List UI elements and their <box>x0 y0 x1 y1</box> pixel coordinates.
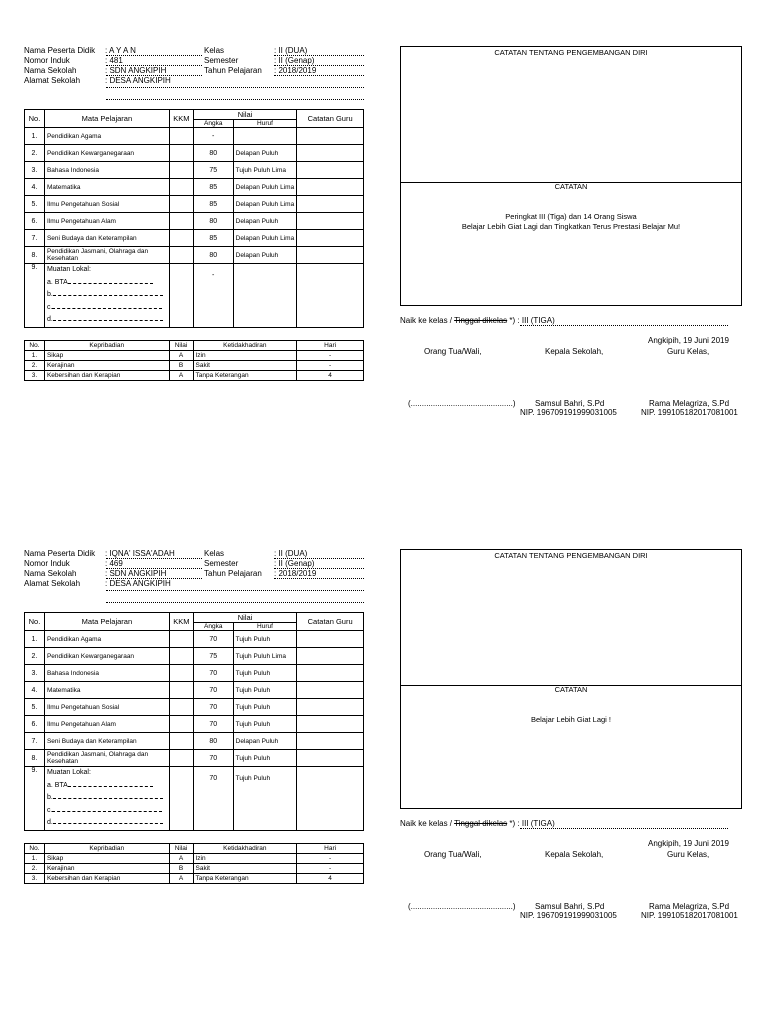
col-nilai: Nilai <box>193 613 296 623</box>
subject-name: Pendidikan Kewarganegaraan <box>44 145 169 162</box>
subject-name: Pendidikan Agama <box>44 631 169 648</box>
grade-no: 5. <box>25 196 45 213</box>
promotion-value: *) : III (TIGA) <box>509 316 555 325</box>
kep-col-name: Kepribadian <box>44 844 169 854</box>
grade-angka: 80 <box>193 145 233 162</box>
naik-label: Naik ke kelas / <box>400 819 453 828</box>
label-sekolah: Nama Sekolah <box>24 66 77 75</box>
grade-no: 2. <box>25 648 45 665</box>
col-no: No. <box>25 110 45 128</box>
mulok-angka: 70 <box>193 767 233 831</box>
kkm-cell <box>169 145 193 162</box>
catatan-title: CATATAN <box>554 182 588 191</box>
absen-type: Izin <box>193 351 297 361</box>
col-angka: Angka <box>193 623 233 631</box>
mulok-row <box>25 264 364 328</box>
development-title: CATATAN TENTANG PENGEMBANGAN DIRI <box>494 551 648 560</box>
kep-value: B <box>169 864 193 874</box>
kep-value: A <box>169 351 193 361</box>
grade-huruf: Tujuh Puluh <box>233 682 297 699</box>
grade-huruf: Delapan Puluh <box>233 145 297 162</box>
absen-days: - <box>297 361 364 371</box>
mulok-d: d. <box>46 819 53 826</box>
subject-name: Matematika <box>44 179 169 196</box>
kkm-cell <box>169 733 193 750</box>
grade-huruf: Tujuh Puluh <box>233 631 297 648</box>
mulok-d: d. <box>46 316 53 323</box>
mulok-a: a. BTA <box>46 781 68 789</box>
subject-name: Seni Budaya dan Keterampilan <box>44 733 169 750</box>
class-value: : II (DUA) <box>274 46 308 55</box>
mulok-c: c. <box>46 303 53 311</box>
grade-angka: 80 <box>193 213 233 230</box>
grade-huruf: Delapan Puluh Lima <box>233 196 297 213</box>
year-value: : 2018/2019 <box>274 569 317 578</box>
principal-nip: NIP. 196709191999031005 <box>520 408 617 417</box>
catatan-guru-cell <box>297 750 364 767</box>
parent-label: Orang Tua/Wali, <box>424 347 482 356</box>
kkm-cell <box>169 230 193 247</box>
school-address: : DESA ANGKIPIH <box>105 579 171 588</box>
label-tahun: Tahun Pelajaran <box>204 66 262 75</box>
grade-no: 9. <box>25 767 45 831</box>
grade-angka: 85 <box>193 196 233 213</box>
attitude-row <box>25 854 364 864</box>
grade-no: 8. <box>25 750 45 767</box>
grade-angka: 75 <box>193 648 233 665</box>
grade-huruf: Delapan Puluh <box>233 733 297 750</box>
mulok-a: a. BTA <box>46 278 68 286</box>
catatan-guru-cell <box>297 247 364 264</box>
development-notes <box>401 550 741 686</box>
absen-days: 4 <box>297 874 364 884</box>
teacher-name: Rama Melagriza, S.Pd <box>649 902 730 911</box>
grade-no: 7. <box>25 733 45 750</box>
grade-row <box>25 213 364 230</box>
absen-type: Sakit <box>193 864 297 874</box>
student-name: : IQNA' ISSA'ADAH <box>105 549 175 558</box>
grade-no: 2. <box>25 145 45 162</box>
grade-huruf: Delapan Puluh Lima <box>233 179 297 196</box>
kep-value: B <box>169 361 193 371</box>
catatan-guru-cell <box>297 128 364 145</box>
mulok-label: Muatan Lokal: <box>46 769 91 776</box>
grade-row <box>25 145 364 162</box>
label-nama: Nama Peserta Didik <box>24 46 96 55</box>
semester-value: : II (Genap) <box>274 56 315 65</box>
tinggal-label: Tinggal dikelas <box>454 316 508 325</box>
kep-col-no: No. <box>25 844 45 854</box>
mulok-angka: - <box>193 264 233 328</box>
grade-row <box>25 682 364 699</box>
grade-no: 6. <box>25 716 45 733</box>
grades-table <box>24 109 364 328</box>
col-catatan: Catatan Guru <box>297 110 364 128</box>
grade-row <box>25 128 364 145</box>
kep-no: 3. <box>25 874 45 884</box>
grade-row <box>25 750 364 767</box>
student-number: : 481 <box>105 56 123 65</box>
grade-no: 6. <box>25 213 45 230</box>
grade-no: 1. <box>25 128 45 145</box>
catatan-guru-cell <box>297 767 364 831</box>
mulok-row <box>25 767 364 831</box>
grade-row <box>25 247 364 264</box>
notes-box <box>400 549 742 809</box>
naik-label: Naik ke kelas / <box>400 316 453 325</box>
catatan-guru-cell <box>297 665 364 682</box>
subject-name: Ilmu Pengetahuan Alam <box>44 213 169 230</box>
teacher-label: Guru Kelas, <box>667 850 710 859</box>
grade-huruf: Delapan Puluh Lima <box>233 230 297 247</box>
label-tahun: Tahun Pelajaran <box>204 569 262 578</box>
subject-name: Matematika <box>44 682 169 699</box>
label-alamat: Alamat Sekolah <box>24 76 81 85</box>
kep-col-no: No. <box>25 341 45 351</box>
catatan-guru-cell <box>297 682 364 699</box>
kep-value: A <box>169 854 193 864</box>
school-name: : SDN ANGKIPIH <box>105 66 167 75</box>
grade-no: 3. <box>25 665 45 682</box>
grade-angka: 70 <box>193 631 233 648</box>
principal-name: Samsul Bahri, S.Pd <box>535 902 605 911</box>
catatan-line-1: Belajar Lebih Giat Lagi ! <box>530 715 612 724</box>
col-catatan: Catatan Guru <box>297 613 364 631</box>
kkm-cell <box>169 128 193 145</box>
grade-no: 7. <box>25 230 45 247</box>
year-value: : 2018/2019 <box>274 66 317 75</box>
semester-value: : II (Genap) <box>274 559 315 568</box>
grade-no: 8. <box>25 247 45 264</box>
attitude-table <box>24 340 364 381</box>
kep-no: 3. <box>25 371 45 381</box>
label-kelas: Kelas <box>204 46 225 55</box>
grade-angka: 70 <box>193 699 233 716</box>
catatan-guru-cell <box>297 179 364 196</box>
kep-col-nilai: Nilai <box>169 844 193 854</box>
parent-label: Orang Tua/Wali, <box>424 850 482 859</box>
absen-days: - <box>297 864 364 874</box>
attitude-row <box>25 351 364 361</box>
grade-angka: - <box>193 128 233 145</box>
attitude-row <box>25 864 364 874</box>
kep-col-hari: Hari <box>297 341 364 351</box>
grade-angka: 85 <box>193 230 233 247</box>
kep-col-absen: Ketidakhadiran <box>193 844 297 854</box>
absen-type: Izin <box>193 854 297 864</box>
report-card <box>0 46 768 466</box>
catatan-guru-cell <box>297 213 364 230</box>
kep-name: Kerajinan <box>44 864 169 874</box>
grade-no: 1. <box>25 631 45 648</box>
subject-name: Ilmu Pengetahuan Sosial <box>44 699 169 716</box>
kkm-cell <box>169 699 193 716</box>
catatan-guru-cell <box>297 145 364 162</box>
col-nilai: Nilai <box>193 110 296 120</box>
principal-name: Samsul Bahri, S.Pd <box>535 399 605 408</box>
subject-name: Bahasa Indonesia <box>44 162 169 179</box>
grade-row <box>25 648 364 665</box>
col-huruf: Huruf <box>233 623 297 631</box>
kep-col-name: Kepribadian <box>44 341 169 351</box>
grade-row <box>25 733 364 750</box>
attitude-row <box>25 874 364 884</box>
parent-signature: (..............................................) <box>408 902 516 911</box>
grade-angka: 85 <box>193 179 233 196</box>
mulok-huruf <box>233 264 297 328</box>
catatan-guru-cell <box>297 733 364 750</box>
col-no: No. <box>25 613 45 631</box>
kep-no: 2. <box>25 864 45 874</box>
absen-type: Tanpa Keterangan <box>193 371 297 381</box>
kkm-cell <box>169 682 193 699</box>
subject-name: Pendidikan Jasmani, Olahraga dan Kesehatan <box>44 750 169 767</box>
place-date: Angkipih, 19 Juni 2019 <box>648 839 729 848</box>
label-semester: Semester <box>204 559 239 568</box>
mulok-b: b. <box>46 794 53 801</box>
kep-name: Sikap <box>44 351 169 361</box>
grade-huruf: Tujuh Puluh <box>233 750 297 767</box>
catatan-guru-cell <box>297 264 364 328</box>
kep-name: Kebersihan dan Kerapian <box>44 371 169 381</box>
parent-signature: (..............................................) <box>408 399 516 408</box>
label-nama: Nama Peserta Didik <box>24 549 96 558</box>
tinggal-label: Tinggal dikelas <box>454 819 508 828</box>
col-mapel: Mata Pelajaran <box>44 613 169 631</box>
col-kkm: KKM <box>169 613 193 631</box>
grade-no: 4. <box>25 179 45 196</box>
kep-name: Kerajinan <box>44 361 169 371</box>
catatan-guru-cell <box>297 196 364 213</box>
school-address: : DESA ANGKIPIH <box>105 76 171 85</box>
col-mapel: Mata Pelajaran <box>44 110 169 128</box>
grade-row <box>25 631 364 648</box>
teacher-nip: NIP. 199105182017081001 <box>641 408 738 417</box>
attitude-row <box>25 371 364 381</box>
grade-row <box>25 179 364 196</box>
subject-name: Pendidikan Kewarganegaraan <box>44 648 169 665</box>
school-name: : SDN ANGKIPIH <box>105 569 167 578</box>
subject-name: Bahasa Indonesia <box>44 665 169 682</box>
kep-no: 1. <box>25 351 45 361</box>
promotion-line <box>400 316 555 325</box>
development-title: CATATAN TENTANG PENGEMBANGAN DIRI <box>494 48 648 57</box>
kep-col-hari: Hari <box>297 844 364 854</box>
subject-name: Ilmu Pengetahuan Alam <box>44 716 169 733</box>
absen-type: Sakit <box>193 361 297 371</box>
col-angka: Angka <box>193 120 233 128</box>
grade-huruf <box>233 128 297 145</box>
kep-col-nilai: Nilai <box>169 341 193 351</box>
kep-no: 2. <box>25 361 45 371</box>
grade-huruf: Delapan Puluh <box>233 247 297 264</box>
absen-days: - <box>297 351 364 361</box>
catatan-guru-cell <box>297 716 364 733</box>
report-card <box>0 549 768 969</box>
catatan-guru-cell <box>297 230 364 247</box>
kkm-cell <box>169 264 193 328</box>
kep-no: 1. <box>25 854 45 864</box>
grade-huruf: Tujuh Puluh <box>233 665 297 682</box>
principal-nip: NIP. 196709191999031005 <box>520 911 617 920</box>
col-huruf: Huruf <box>233 120 297 128</box>
grade-row <box>25 665 364 682</box>
absen-days: 4 <box>297 371 364 381</box>
kep-value: A <box>169 371 193 381</box>
student-name: : A Y A N <box>105 46 136 55</box>
grade-angka: 70 <box>193 716 233 733</box>
catatan-title: CATATAN <box>554 685 588 694</box>
grade-huruf: Delapan Puluh <box>233 213 297 230</box>
kkm-cell <box>169 162 193 179</box>
mulok-b: b. <box>46 291 53 298</box>
teacher-name: Rama Melagriza, S.Pd <box>649 399 730 408</box>
kkm-cell <box>169 665 193 682</box>
mulok-c: c. <box>46 806 53 814</box>
kkm-cell <box>169 648 193 665</box>
kkm-cell <box>169 750 193 767</box>
label-induk: Nomor Induk <box>24 56 70 65</box>
place-date: Angkipih, 19 Juni 2019 <box>648 336 729 345</box>
kkm-cell <box>169 179 193 196</box>
grade-huruf: Tujuh Puluh <box>233 716 297 733</box>
notes-box <box>400 46 742 306</box>
grade-row <box>25 716 364 733</box>
absen-days: - <box>297 854 364 864</box>
kep-name: Kebersihan dan Kerapian <box>44 874 169 884</box>
subject-name: Seni Budaya dan Keterampilan <box>44 230 169 247</box>
attitude-row <box>25 361 364 371</box>
label-sekolah: Nama Sekolah <box>24 569 77 578</box>
grade-angka: 75 <box>193 162 233 179</box>
kkm-cell <box>169 767 193 831</box>
kep-value: A <box>169 874 193 884</box>
label-induk: Nomor Induk <box>24 559 70 568</box>
label-semester: Semester <box>204 56 239 65</box>
grade-row <box>25 699 364 716</box>
development-notes <box>401 47 741 183</box>
grade-huruf: Tujuh Puluh Lima <box>233 162 297 179</box>
grades-table <box>24 612 364 831</box>
label-alamat: Alamat Sekolah <box>24 579 81 588</box>
kkm-cell <box>169 196 193 213</box>
mulok-huruf: Tujuh Puluh <box>233 767 297 831</box>
grade-angka: 70 <box>193 682 233 699</box>
grade-row <box>25 196 364 213</box>
student-number: : 469 <box>105 559 123 568</box>
teacher-nip: NIP. 199105182017081001 <box>641 911 738 920</box>
kep-name: Sikap <box>44 854 169 864</box>
grade-huruf: Tujuh Puluh Lima <box>233 648 297 665</box>
grade-row <box>25 162 364 179</box>
grade-huruf: Tujuh Puluh <box>233 699 297 716</box>
grade-no: 3. <box>25 162 45 179</box>
mulok-cell <box>44 264 169 328</box>
grade-row <box>25 230 364 247</box>
grade-no: 9. <box>25 264 45 328</box>
kkm-cell <box>169 716 193 733</box>
grade-angka: 70 <box>193 665 233 682</box>
col-kkm: KKM <box>169 110 193 128</box>
absen-type: Tanpa Keterangan <box>193 874 297 884</box>
principal-label: Kepala Sekolah, <box>545 850 604 859</box>
mulok-label: Muatan Lokal: <box>46 266 91 273</box>
grade-angka: 80 <box>193 733 233 750</box>
catatan-guru-cell <box>297 648 364 665</box>
catatan-guru-cell <box>297 631 364 648</box>
catatan-line-1: Peringkat III (Tiga) dan 14 Orang Siswa <box>505 212 637 221</box>
mulok-cell <box>44 767 169 831</box>
catatan-guru-cell <box>297 699 364 716</box>
class-value: : II (DUA) <box>274 549 308 558</box>
label-kelas: Kelas <box>204 549 225 558</box>
grade-angka: 70 <box>193 750 233 767</box>
subject-name: Ilmu Pengetahuan Sosial <box>44 196 169 213</box>
promotion-value: *) : III (TIGA) <box>509 819 555 828</box>
kep-col-absen: Ketidakhadiran <box>193 341 297 351</box>
grade-no: 5. <box>25 699 45 716</box>
subject-name: Pendidikan Jasmani, Olahraga dan Kesehatan <box>44 247 169 264</box>
grade-no: 4. <box>25 682 45 699</box>
teacher-label: Guru Kelas, <box>667 347 710 356</box>
catatan-guru-cell <box>297 162 364 179</box>
subject-name: Pendidikan Agama <box>44 128 169 145</box>
kkm-cell <box>169 631 193 648</box>
attitude-table <box>24 843 364 884</box>
grade-angka: 80 <box>193 247 233 264</box>
catatan-line-2: Belajar Lebih Giat Lagi dan Tingkatkan Terus Prestasi Belajar Mu! <box>461 222 681 231</box>
kkm-cell <box>169 247 193 264</box>
principal-label: Kepala Sekolah, <box>545 347 604 356</box>
kkm-cell <box>169 213 193 230</box>
promotion-line <box>400 819 555 828</box>
